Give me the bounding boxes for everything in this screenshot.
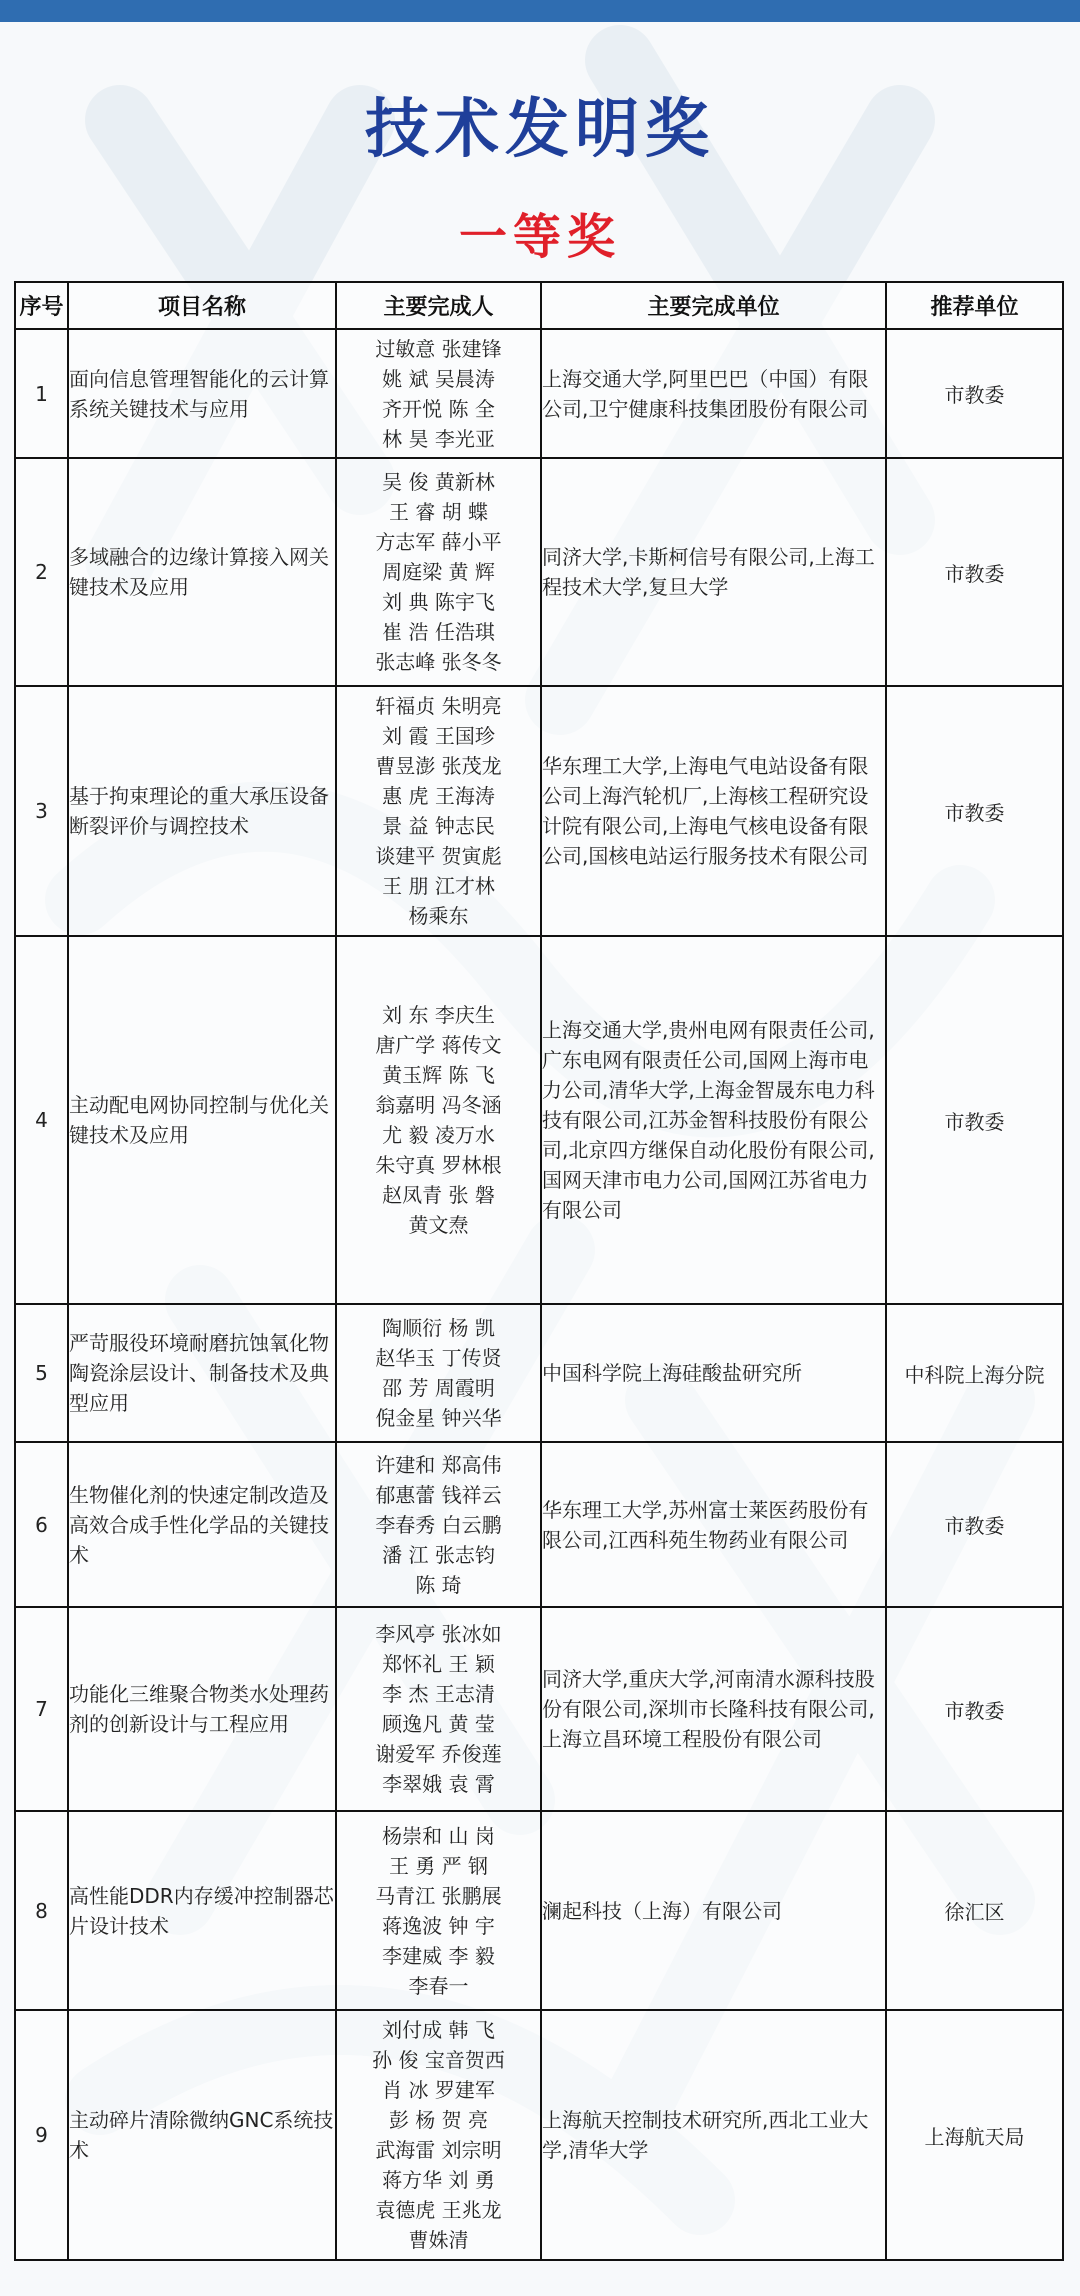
project-name: 多域融合的边缘计算接入网关键技术及应用: [68, 458, 336, 686]
contributor-line: 轩福贞 朱明亮: [375, 694, 502, 718]
contributor-line: 袁德虎 王兆龙: [375, 2198, 502, 2222]
main-units: 同济大学,重庆大学,河南清水源科技股份有限公司,深圳市长隆科技有限公司,上海立昌环境工程股份有限公司: [541, 1607, 886, 1811]
contributor-line: 刘 典 陈宇飞: [382, 590, 495, 614]
contributor-line: 过敏意 张建锋: [375, 336, 502, 361]
contributor-line: 武海雷 刘宗明: [375, 2138, 502, 2162]
main-units: 上海航天控制技术研究所,西北工业大学,清华大学: [541, 2010, 886, 2260]
contributor-line: 郁惠蕾 钱祥云: [375, 1482, 502, 1507]
contributor-line: 王 睿 胡 蝶: [388, 500, 489, 524]
main-contributors: [336, 1607, 541, 1811]
contributor-line: 许建和 郑高伟: [375, 1452, 502, 1477]
table-row: [15, 1304, 1063, 1442]
award-table: [14, 281, 1064, 2261]
contributor-line: 彭 杨 贺 亮: [388, 2108, 489, 2132]
recommender-unit: 市教委: [886, 686, 1063, 936]
contributor-line: 倪金星 钟兴华: [375, 1406, 502, 1430]
main-contributors: [336, 1442, 541, 1607]
contributor-line: 陶顺衍 杨 凯: [382, 1316, 495, 1340]
recommender-unit: 市教委: [886, 1442, 1063, 1607]
recommender-unit: 徐汇区: [886, 1811, 1063, 2010]
contributor-line: 顾逸凡 黄 莹: [382, 1712, 495, 1736]
table-row: [15, 1607, 1063, 1811]
project-name: 高性能DDR内存缓冲控制器芯片设计技术: [68, 1811, 336, 2010]
contributor-line: 王 勇 严 钢: [388, 1853, 489, 1878]
recommender-unit: 中科院上海分院: [886, 1304, 1063, 1442]
main-contributors: [336, 1304, 541, 1442]
contributor-line: 蒋方华 刘 勇: [382, 2168, 495, 2192]
row-number: 7: [15, 1607, 68, 1811]
contributor-line: 杨崇和 山 岗: [382, 1823, 495, 1848]
contributor-line: 蒋逸波 钟 宇: [382, 1913, 495, 1938]
project-name: 生物催化剂的快速定制改造及高效合成手性化学品的关键技术: [68, 1442, 336, 1607]
main-contributors: [336, 1811, 541, 2010]
row-number: 2: [15, 458, 68, 686]
contributor-line: 马青江 张鹏展: [375, 1883, 502, 1908]
row-number: 4: [15, 936, 68, 1304]
contributor-line: 翁嘉明 冯冬涵: [375, 1093, 502, 1117]
col-header-people: 主要完成人: [336, 282, 541, 329]
contributor-line: 黄玉辉 陈 飞: [382, 1063, 495, 1087]
project-name: 基于拘束理论的重大承压设备断裂评价与调控技术: [68, 686, 336, 936]
main-units: 华东理工大学,苏州富士莱医药股份有限公司,江西科苑生物药业有限公司: [541, 1442, 886, 1607]
top-color-bar: [0, 0, 1080, 22]
table-row: [15, 458, 1063, 686]
recommender-unit: 市教委: [886, 1607, 1063, 1811]
table-row: [15, 1442, 1063, 1607]
table-row: [15, 936, 1063, 1304]
project-name: 主动配电网协同控制与优化关键技术及应用: [68, 936, 336, 1304]
main-units: 中国科学院上海硅酸盐研究所: [541, 1304, 886, 1442]
contributor-line: 邵 芳 周霞明: [382, 1376, 495, 1400]
row-number: 6: [15, 1442, 68, 1607]
contributor-line: 李翠娥 袁 霄: [382, 1772, 495, 1796]
contributor-line: 肖 冰 罗建军: [382, 2078, 495, 2102]
contributor-line: 朱守真 罗林根: [375, 1153, 502, 1177]
contributor-line: 李建威 李 毅: [382, 1943, 495, 1968]
row-number: 3: [15, 686, 68, 936]
table-row: [15, 329, 1063, 458]
main-units: 同济大学,卡斯柯信号有限公司,上海工程技术大学,复旦大学: [541, 458, 886, 686]
contributor-line: 惠 虎 王海涛: [382, 784, 495, 808]
row-number: 5: [15, 1304, 68, 1442]
contributor-line: 李春一: [408, 1973, 469, 1998]
contributor-line: 赵华玉 丁传贤: [375, 1346, 502, 1370]
contributor-line: 方志军 薛小平: [375, 530, 502, 554]
contributor-line: 陈 琦: [415, 1572, 462, 1597]
contributor-line: 李春秀 白云鹏: [375, 1512, 502, 1537]
main-units: 澜起科技（上海）有限公司: [541, 1811, 886, 2010]
col-header-units: 主要完成单位: [541, 282, 886, 329]
contributor-line: 赵凤青 张 磐: [382, 1183, 495, 1207]
project-name: 面向信息管理智能化的云计算系统关键技术与应用: [68, 329, 336, 458]
main-contributors: [336, 936, 541, 1304]
main-contributors: [336, 686, 541, 936]
row-number: 1: [15, 329, 68, 458]
contributor-line: 刘 东 李庆生: [382, 1003, 495, 1027]
contributor-line: 吴 俊 黄新林: [382, 470, 495, 494]
contributor-line: 刘 霞 王国珍: [382, 724, 495, 748]
contributor-line: 周庭梁 黄 辉: [382, 560, 495, 584]
contributor-line: 潘 江 张志钧: [382, 1542, 495, 1567]
contributor-line: 齐开悦 陈 全: [382, 396, 495, 421]
contributor-line: 曹昱澎 张茂龙: [375, 754, 502, 778]
row-number: 9: [15, 2010, 68, 2260]
table-row: [15, 686, 1063, 936]
contributor-line: 孙 俊 宝音贺西: [372, 2048, 505, 2072]
main-units: 上海交通大学,贵州电网有限责任公司,广东电网有限责任公司,国网上海市电力公司,清华大学,上海金智晟东电力科技有限公司,江苏金智科技股份有限公司,北京四方继保自动化股份有限公司,国网天津市电力公司,国网江苏省电力有限公司: [541, 936, 886, 1304]
recommender-unit: 市教委: [886, 458, 1063, 686]
recommender-unit: 上海航天局: [886, 2010, 1063, 2260]
contributor-line: 唐广学 蒋传文: [375, 1033, 502, 1057]
contributor-line: 林 昊 李光亚: [382, 426, 495, 451]
project-name: 功能化三维聚合物类水处理药剂的创新设计与工程应用: [68, 1607, 336, 1811]
recommender-unit: 市教委: [886, 329, 1063, 458]
contributor-line: 李 杰 王志清: [382, 1682, 495, 1706]
page-title: 技术发明奖: [365, 93, 715, 167]
table-row: [15, 1811, 1063, 2010]
col-header-project-name: 项目名称: [68, 282, 336, 329]
contributor-line: 谢爱军 乔俊莲: [375, 1742, 502, 1766]
table-row: [15, 2010, 1063, 2260]
col-header-recommender: 推荐单位: [886, 282, 1063, 329]
col-header-no: 序号: [15, 282, 68, 329]
contributor-line: 李风亭 张冰如: [375, 1622, 502, 1646]
contributor-line: 王 朋 江才林: [382, 874, 495, 898]
main-contributors: [336, 329, 541, 458]
table-header-row: [15, 282, 1063, 329]
contributor-line: 郑怀礼 王 颖: [382, 1652, 495, 1676]
contributor-line: 黄文焘: [408, 1213, 469, 1237]
main-units: 华东理工大学,上海电气电站设备有限公司上海汽轮机厂,上海核工程研究设计院有限公司,上海电气核电设备有限公司,国核电站运行服务技术有限公司: [541, 686, 886, 936]
contributor-line: 谈建平 贺寅彪: [375, 844, 502, 868]
award-level-title: 一等奖: [458, 209, 621, 265]
main-units: 上海交通大学,阿里巴巴（中国）有限公司,卫宁健康科技集团股份有限公司: [541, 329, 886, 458]
contributor-line: 尤 毅 凌万水: [382, 1123, 495, 1147]
contributor-line: 景 益 钟志民: [382, 814, 495, 838]
main-contributors: [336, 2010, 541, 2260]
row-number: 8: [15, 1811, 68, 2010]
contributor-line: 杨乘东: [408, 904, 469, 928]
recommender-unit: 市教委: [886, 936, 1063, 1304]
contributor-line: 崔 浩 任浩琪: [382, 620, 495, 644]
project-name: 主动碎片清除微纳GNC系统技术: [68, 2010, 336, 2260]
contributor-line: 曹姝清: [408, 2228, 469, 2252]
contributor-line: 张志峰 张冬冬: [375, 650, 502, 674]
main-contributors: [336, 458, 541, 686]
project-name: 严苛服役环境耐磨抗蚀氧化物陶瓷涂层设计、制备技术及典型应用: [68, 1304, 336, 1442]
contributor-line: 姚 斌 吴晨涛: [382, 366, 495, 391]
contributor-line: 刘付成 韩 飞: [382, 2018, 495, 2042]
